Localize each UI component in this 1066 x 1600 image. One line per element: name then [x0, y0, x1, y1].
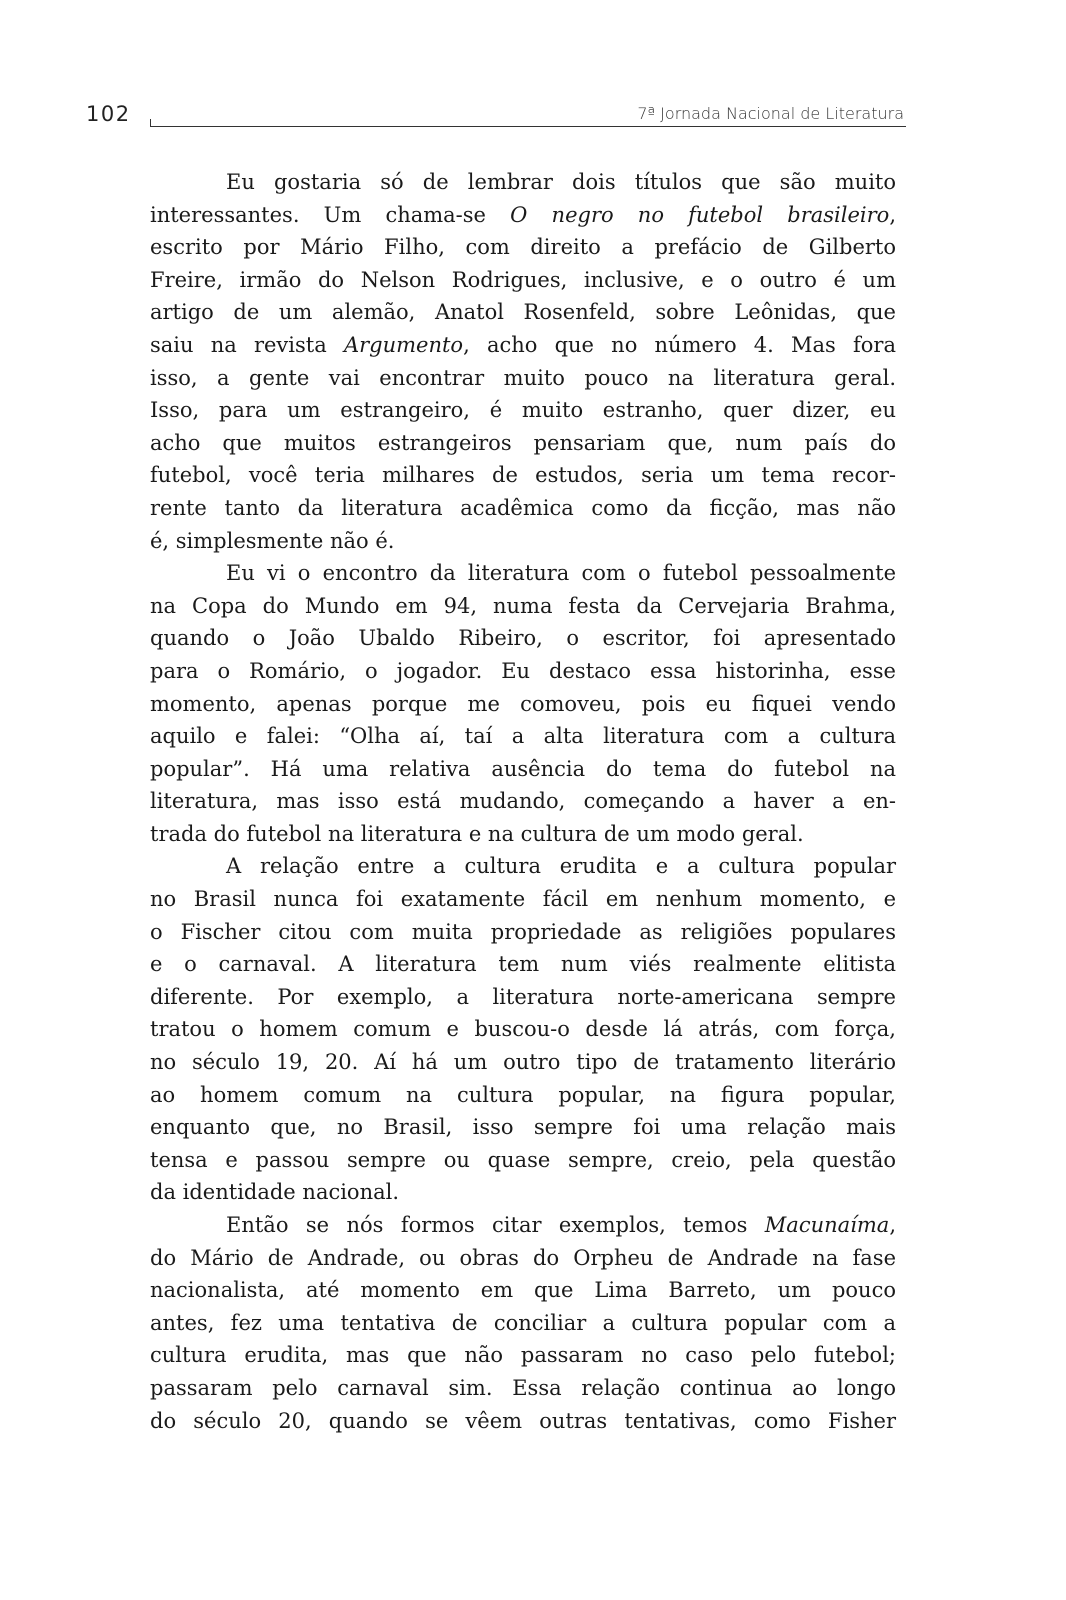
text-line: Freire, irmão do Nelson Rodrigues, inclusive, e o outro é um [150, 267, 896, 292]
text-line: na Copa do Mundo em 94, numa festa da Cervejaria Brahma, [150, 593, 896, 618]
italic-title: Argumento [343, 332, 464, 357]
text-line: cultura erudita, mas que não passaram no caso pelo futebol; [150, 1343, 896, 1368]
body-text [150, 166, 896, 1437]
text-line: no século 19, 20. Aí há um outro tipo de tratamento literário [150, 1050, 896, 1075]
text-line: da identidade nacional. [150, 1180, 400, 1205]
paragraph [150, 557, 896, 850]
text-line: para o Romário, o jogador. Eu destaco essa historinha, esse [150, 658, 896, 683]
text-line: artigo de um alemão, Anatol Rosenfeld, sobre Leônidas, que [150, 300, 896, 325]
text-line: A relação entre a cultura erudita e a cultura popular [226, 854, 896, 879]
paragraph [150, 166, 896, 557]
paragraph [150, 1209, 896, 1437]
text-line: literatura, mas isso está mudando, começando a haver a en- [150, 789, 896, 814]
text-line: momento, apenas porque me comoveu, pois eu fiquei vendo [150, 691, 896, 716]
text-line: saiu na revista Argumento, acho que no número 4. Mas fora [150, 332, 896, 357]
text-line: futebol, você teria milhares de estudos, seria um tema recor- [150, 463, 896, 488]
text-line: nacionalista, até momento em que Lima Barreto, um pouco [150, 1278, 896, 1303]
text-line: escrito por Mário Filho, com direito a prefácio de Gilberto [150, 235, 896, 260]
text-line: Isso, para um estrangeiro, é muito estranho, quer dizer, eu [150, 398, 896, 423]
header-rule [150, 126, 906, 127]
text-line: isso, a gente vai encontrar muito pouco na literatura geral. [150, 365, 896, 390]
paragraph [150, 850, 896, 1209]
text-line: Eu gostaria só de lembrar dois títulos que são muito [226, 170, 896, 194]
text-line: trada do futebol na literatura e na cultura de um modo geral. [150, 821, 804, 846]
text-line: diferente. Por exemplo, a literatura norte-americana sempre [150, 984, 896, 1009]
text-line: interessantes. Um chama-se O negro no futebol brasileiro, [150, 202, 896, 227]
italic-title: Macunaíma [764, 1213, 890, 1237]
text-line: no Brasil nunca foi exatamente fácil em nenhum momento, e [150, 887, 896, 912]
text-line: o Fischer citou com muita propriedade as religiões populares [150, 919, 896, 944]
text-line: popular”. Há uma relativa ausência do tema do futebol na [150, 756, 896, 781]
text-line: é, simplesmente não é. [150, 528, 395, 553]
text-line: passaram pelo carnaval sim. Essa relação continua ao longo [150, 1375, 896, 1400]
running-head: 7ª Jornada Nacional de Literatura [637, 104, 904, 123]
text-line: e o carnaval. A literatura tem num viés realmente elitista [150, 952, 896, 977]
text-line: do Mário de Andrade, ou obras do Orpheu de Andrade na fase [150, 1245, 896, 1270]
text-line: enquanto que, no Brasil, isso sempre foi uma relação mais [150, 1115, 896, 1140]
text-line: aquilo e falei: “Olha aí, taí a alta literatura com a cultura [150, 724, 896, 749]
page-header [86, 100, 906, 130]
text-line: Eu vi o encontro da literatura com o futebol pessoalmente [226, 561, 896, 586]
text-line: acho que muitos estrangeiros pensariam que, num país do [150, 430, 896, 455]
text-line: ao homem comum na cultura popular, na figura popular, [150, 1082, 896, 1107]
text-line: Então se nós formos citar exemplos, temos Macunaíma, [226, 1213, 896, 1237]
text-line: tensa e passou sempre ou quase sempre, creio, pela questão [150, 1147, 896, 1172]
text-line: rente tanto da literatura acadêmica como da ficção, mas não [150, 495, 896, 520]
italic-title: O negro no futebol brasileiro [510, 202, 890, 227]
text-line: quando o João Ubaldo Ribeiro, o escritor, foi apresentado [150, 626, 896, 651]
text-line: do século 20, quando se vêem outras tentativas, como Fisher [150, 1408, 896, 1433]
text-line: antes, fez uma tentativa de conciliar a cultura popular com a [150, 1310, 896, 1335]
page-number: 102 [86, 102, 131, 126]
text-line: tratou o homem comum e buscou-o desde lá atrás, com força, [150, 1017, 896, 1042]
